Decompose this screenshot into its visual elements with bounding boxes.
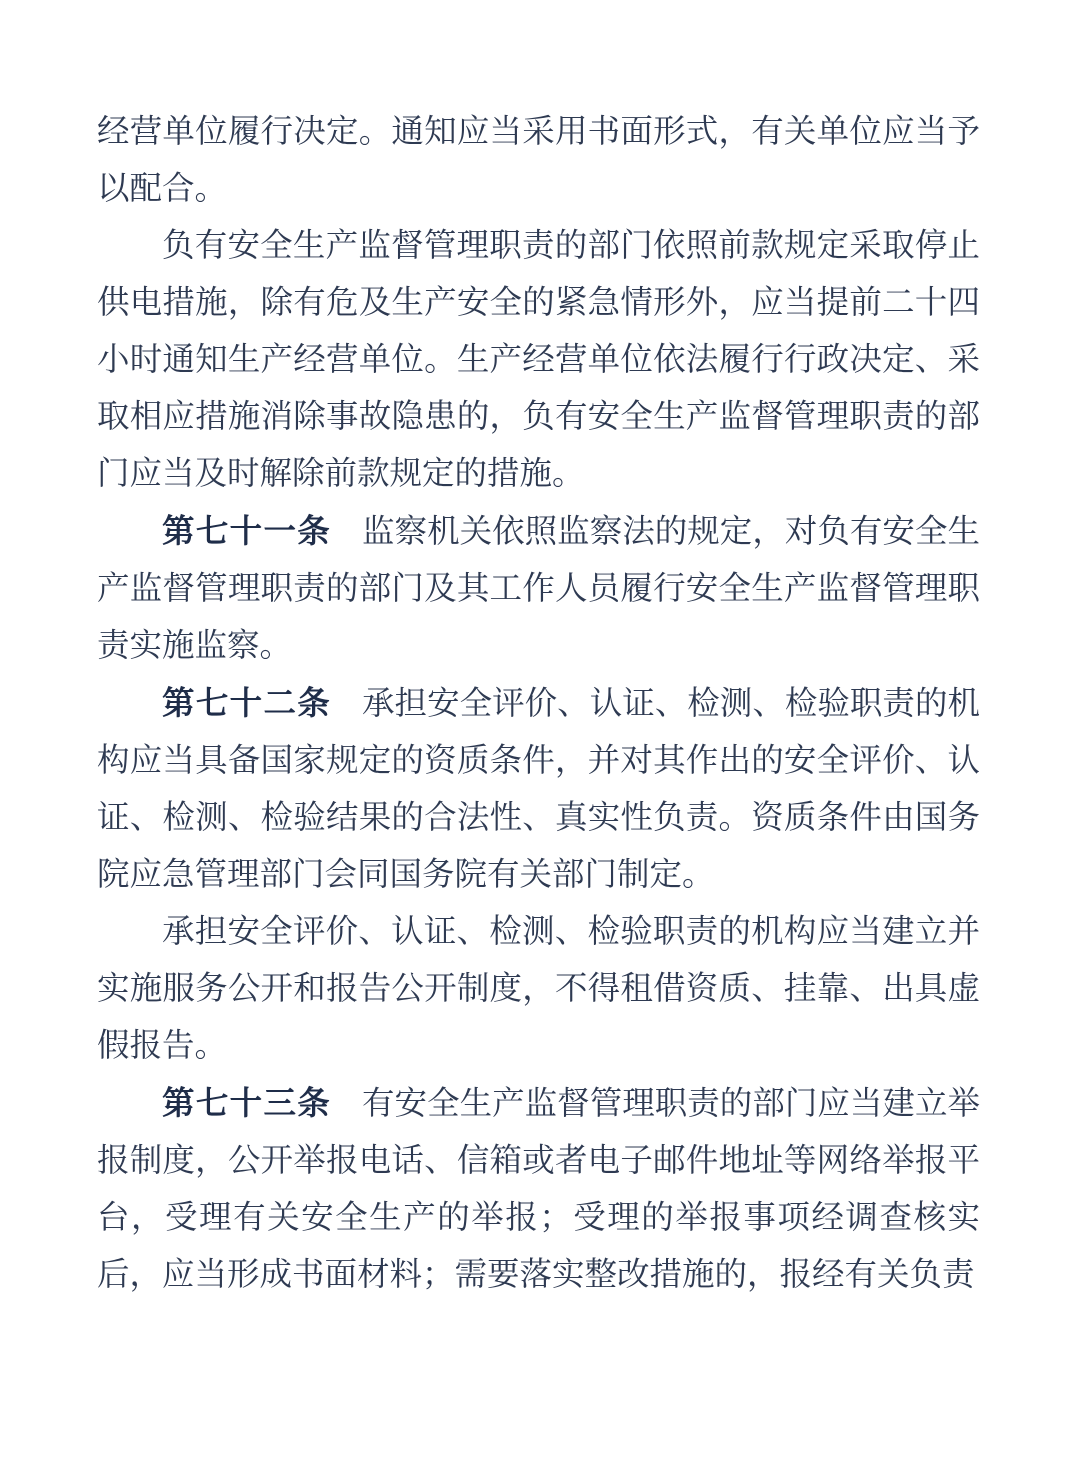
article-number-71: 第七十一条 — [162, 513, 332, 549]
paragraph-text: 监察机关依照监察法的规定，对负有安全生产监督管理职责的部门及其工作人员履行安全生产监督管理职责实施监察。 — [97, 514, 980, 664]
paragraph-article-73 — [97, 1075, 980, 1304]
paragraph-text: 负有安全生产监督管理职责的部门依照前款规定采取停止供电措施，除有危及生产安全的紧急情形外，应当提前二十四小时通知生产经营单位。生产经营单位依法履行行政决定、采取相应措施消除事故隐患的，负有安全生产监督管理职责的部门应当及时解除前款规定的措施。 — [97, 228, 980, 492]
paragraph — [97, 218, 980, 503]
document-text-block — [97, 104, 980, 1304]
paragraph-text: 经营单位履行决定。通知应当采用书面形式，有关单位应当予以配合。 — [97, 114, 980, 207]
paragraph-article-72 — [97, 675, 980, 904]
paragraph-continuation — [97, 104, 980, 218]
paragraph-text: 承担安全评价、认证、检测、检验职责的机构应当建立并实施服务公开和报告公开制度，不得租借资质、挂靠、出具虚假报告。 — [97, 914, 980, 1064]
paragraph-article-71 — [97, 503, 980, 675]
paragraph — [97, 904, 980, 1075]
paragraph-text: 有安全生产监督管理职责的部门应当建立举报制度，公开举报电话、信箱或者电子邮件地址等网络举报平台，受理有关安全生产的举报；受理的举报事项经调查核实后，应当形成书面材料；需要落实整改措施的，报经有关负责 — [97, 1086, 980, 1293]
article-number-72: 第七十二条 — [162, 685, 332, 721]
article-number-73: 第七十三条 — [162, 1085, 332, 1121]
paragraph-text: 承担安全评价、认证、检测、检验职责的机构应当具备国家规定的资质条件，并对其作出的安全评价、认证、检测、检验结果的合法性、真实性负责。资质条件由国务院应急管理部门会同国务院有关部门制定。 — [97, 686, 980, 893]
